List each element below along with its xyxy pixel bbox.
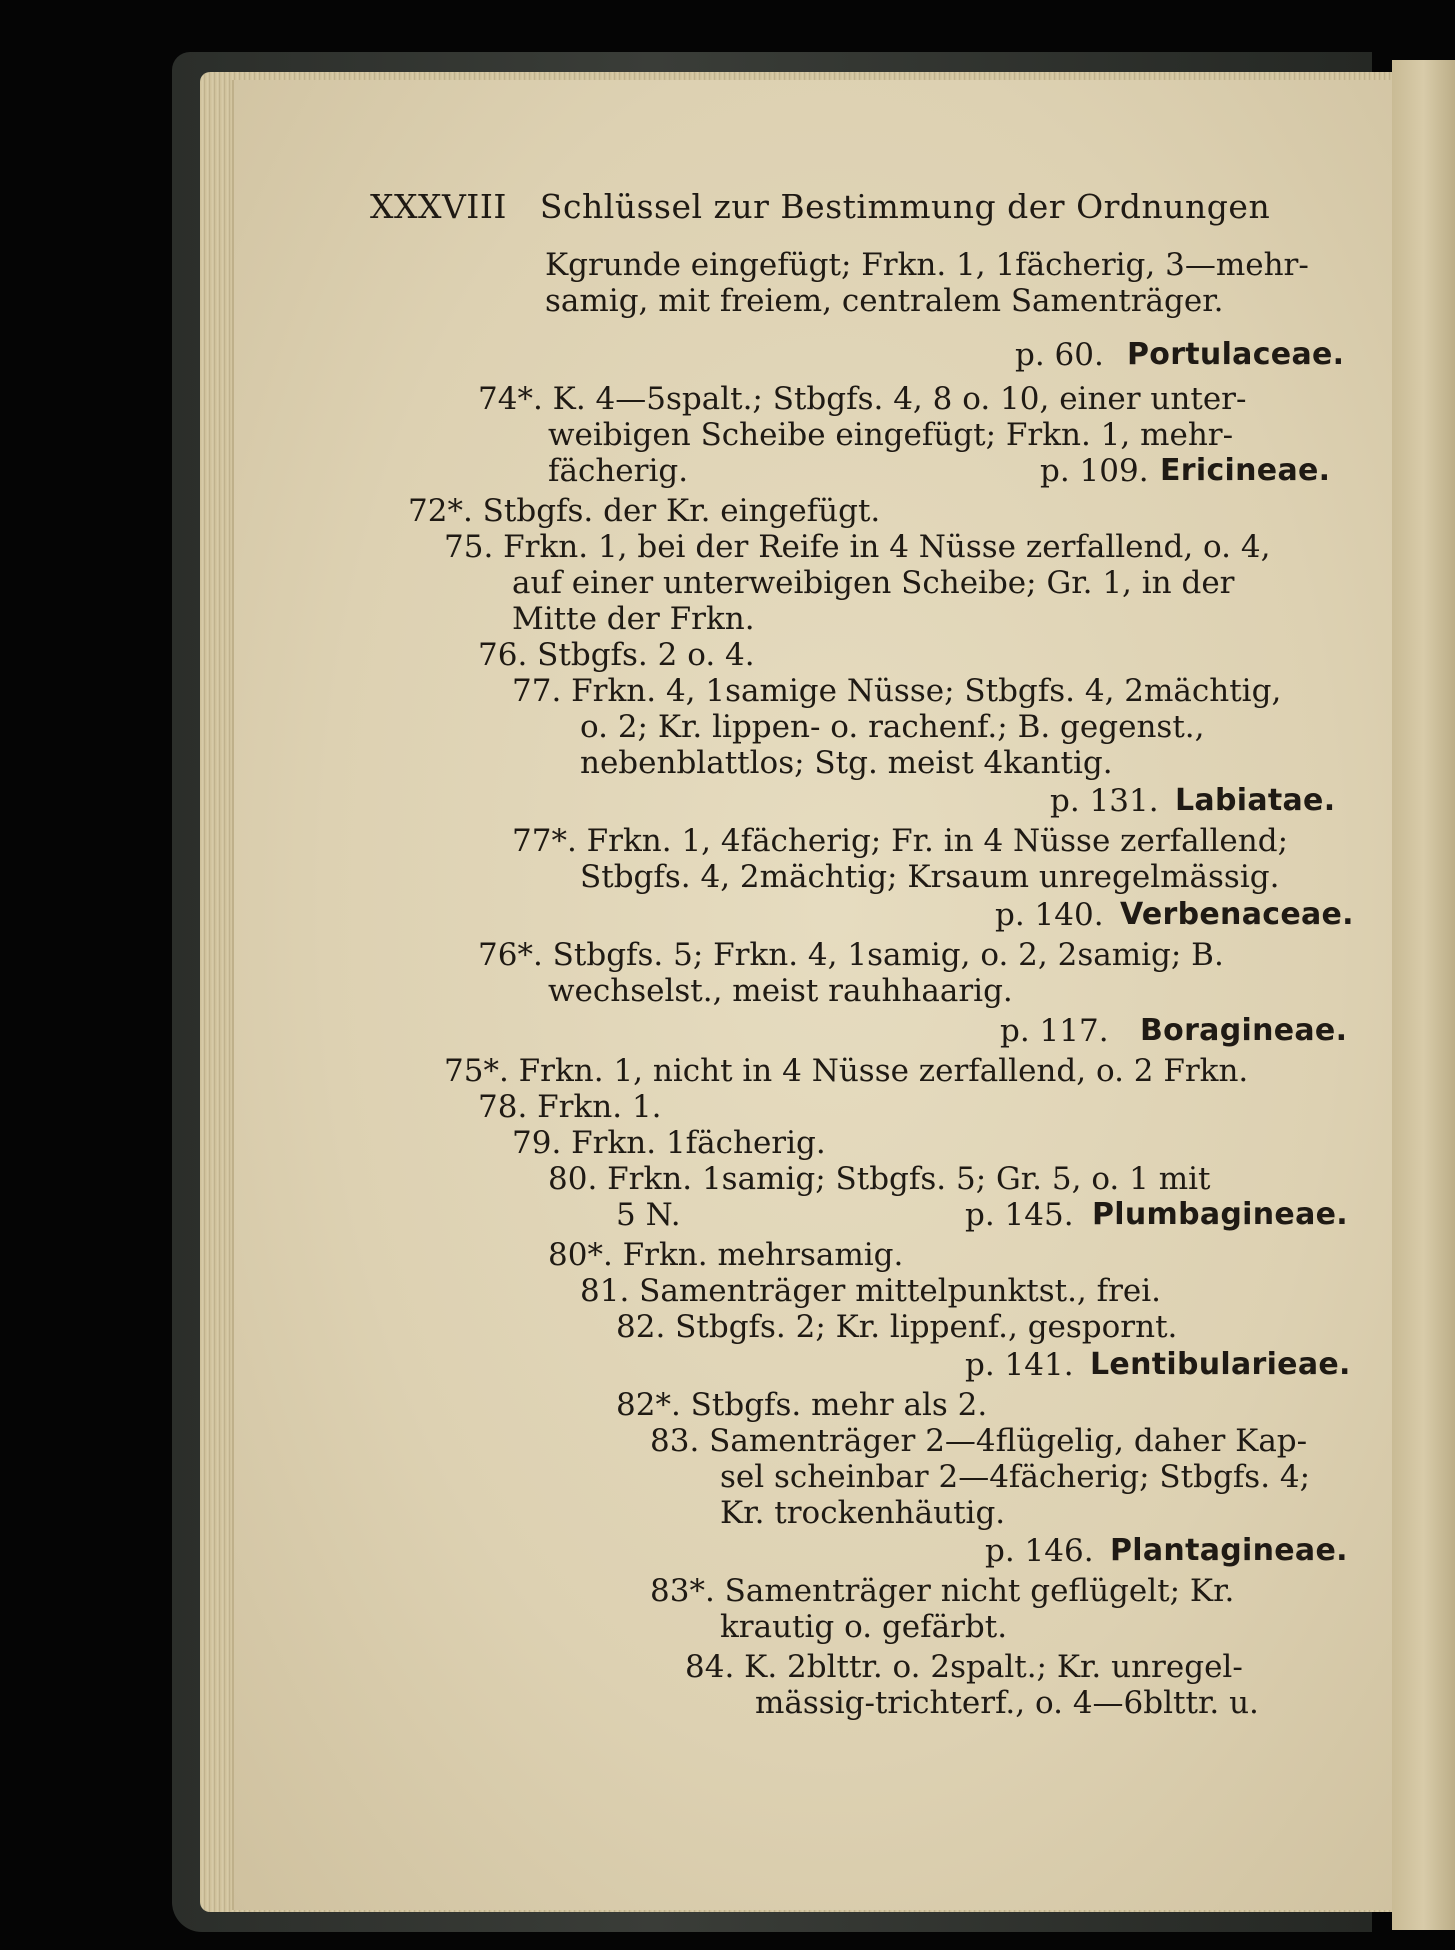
text-line: fächerig. [548,453,689,489]
text-line: krautig o. gefärbt. [720,1609,1008,1645]
family-name: Plumbagineae. [1092,1197,1348,1232]
family-name: Labiatae. [1175,783,1336,818]
text-line: weibigen Scheibe eingefügt; Frkn. 1, mehr- [548,417,1234,453]
text-line: 81. Samenträger mittelpunktst., frei. [580,1273,1162,1309]
text-line: 83*. Samenträger nicht geflügelt; Kr. [650,1573,1235,1609]
text-line: Stbgfs. 4, 2mächtig; Krsaum unregelmässig. [580,859,1280,895]
text-line: Kr. trockenhäutig. [720,1495,1006,1531]
family-name: Verbenaceae. [1120,897,1354,932]
text-line: wechselst., meist rauhhaarig. [548,973,1013,1009]
text-line: sel scheinbar 2—4fächerig; Stbgfs. 4; [720,1459,1311,1495]
family-name: Plantagineae. [1110,1533,1348,1568]
text-line: 76. Stbgfs. 2 o. 4. [478,637,755,673]
text-line: Kgrunde eingefügt; Frkn. 1, 1fächerig, 3—mehr- [545,247,1309,283]
text-line: 84. K. 2blttr. o. 2spalt.; Kr. unregel- [685,1649,1243,1685]
page-ref: p. 145. [965,1197,1074,1233]
text-line: 80*. Frkn. mehrsamig. [548,1237,904,1273]
family-name: Boragineae. [1140,1013,1348,1048]
text-line: 75. Frkn. 1, bei der Reife in 4 Nüsse zerfallend, o. 4, [444,529,1271,565]
text-line: 75*. Frkn. 1, nicht in 4 Nüsse zerfallend, o. 2 Frkn. [444,1053,1249,1089]
text-line: 76*. Stbgfs. 5; Frkn. 4, 1samig, o. 2, 2samig; B. [478,937,1224,973]
text-line: nebenblattlos; Stg. meist 4kantig. [580,745,1113,781]
text-line: mässig-trichterf., o. 4—6blttr. u. [755,1685,1259,1721]
family-name: Lentibularieae. [1090,1347,1351,1382]
text-line: 72*. Stbgfs. der Kr. eingefügt. [408,493,881,529]
text-line: 74*. K. 4—5spalt.; Stbgfs. 4, 8 o. 10, einer unter- [478,381,1247,417]
text-line: auf einer unterweibigen Scheibe; Gr. 1, in der [512,565,1235,601]
text-line: 80. Frkn. 1samig; Stbgfs. 5; Gr. 5, o. 1 mit [548,1161,1211,1197]
text-line: 82. Stbgfs. 2; Kr. lippenf., gespornt. [616,1309,1178,1345]
family-name: Ericineae. [1160,453,1331,488]
text-line: 77. Frkn. 4, 1samige Nüsse; Stbgfs. 4, 2mächtig, [512,673,1282,709]
text-line: 83. Samenträger 2—4flügelig, daher Kap- [650,1423,1308,1459]
text-line: 5 N. [616,1197,681,1233]
page-number: XXXVIII [370,187,507,226]
text-line: 82*. Stbgfs. mehr als 2. [616,1387,988,1423]
page-ref: p. 117. [1000,1013,1109,1049]
page-ref: p. 109. [1040,453,1149,489]
page-ref: p. 140. [995,897,1104,933]
page-ref: p. 146. [985,1533,1094,1569]
family-name: Portulaceae. [1127,337,1345,372]
page-ref: p. 60. [1015,337,1104,373]
text-line: 79. Frkn. 1fächerig. [512,1125,826,1161]
text-line: 77*. Frkn. 1, 4fächerig; Fr. in 4 Nüsse zerfallend; [512,823,1289,859]
text-line: Mitte der Frkn. [512,601,755,637]
page-ref: p. 141. [965,1347,1074,1383]
facing-page-edge [1392,60,1455,1930]
text-line: samig, mit freiem, centralem Samenträger. [545,283,1224,319]
page-ref: p. 131. [1050,783,1159,819]
header-title: Schlüssel zur Bestimmung der Ordnungen [539,187,1271,226]
text-line: 78. Frkn. 1. [478,1089,662,1125]
text-line: o. 2; Kr. lippen- o. rachenf.; B. gegenst., [580,709,1205,745]
running-header [370,187,1271,226]
